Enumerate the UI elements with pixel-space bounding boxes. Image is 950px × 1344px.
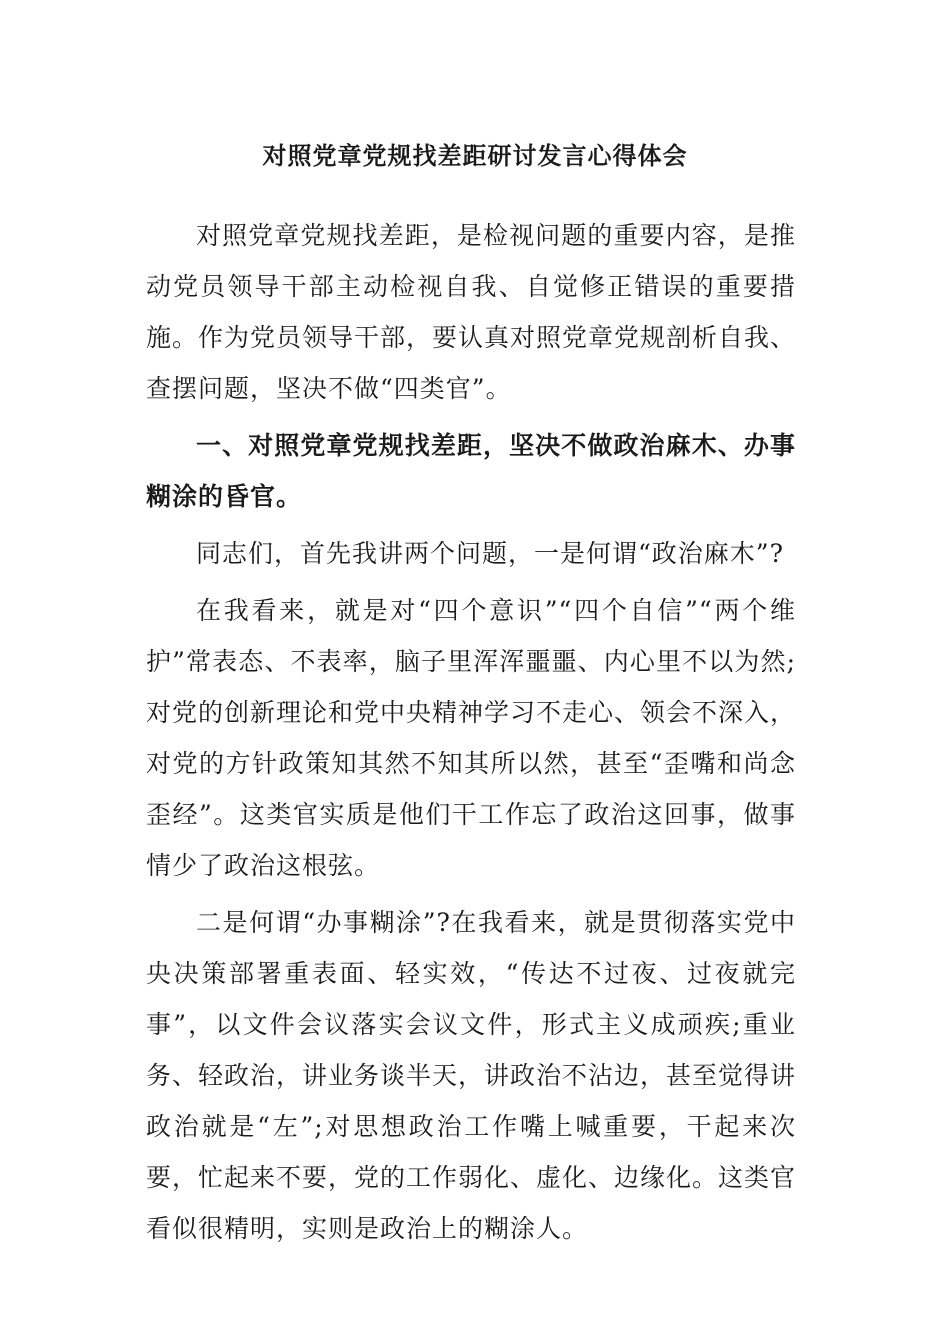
document-title: 对照党章党规找差距研讨发言心得体会 (262, 141, 688, 170)
paragraph-confused-work: 二是何谓“办事糊涂”?在我看来，就是贯彻落实党中央决策部署重表面、轻实效，“传达不过夜、过夜就完事”，以文件会议落实会议文件，形式主义成顽疾;重业务、轻政治，讲业务谈半天，讲政治不沾边，甚至觉得讲政治就是“左”;对思想政治工作嘴上喊重要，干起来次要，忙起来不要，党的工作弱化、虚化、边缘化。这类官看似很精明，实则是政治上的糊涂人。 (146, 908, 797, 1243)
paragraph-political-numbness: 在我看来，就是对“四个意识”“四个自信”“两个维护”常表态、不表率，脑子里浑浑噩噩、内心里不以为然;对党的创新理论和党中央精神学习不走心、领会不深入，对党的方针政策知其然不知其所以然，甚至“歪嘴和尚念歪经”。这类官实质是他们干工作忘了政治这回事，做事情少了政治这根弦。 (146, 596, 797, 880)
paragraph-intro: 对照党章党规找差距，是检视问题的重要内容，是推动党员领导干部主动检视自我、自觉修正错误的重要措施。作为党员领导干部，要认真对照党章党规剖析自我、查摆问题，坚决不做“四类官”。 (146, 221, 797, 403)
paragraph-question-1: 同志们，首先我讲两个问题，一是何谓“政治麻木”? (196, 539, 784, 568)
section-heading-1: 一、对照党章党规找差距，坚决不做政治麻木、办事糊涂的昏官。 (146, 431, 796, 511)
document-body (146, 210, 796, 1260)
